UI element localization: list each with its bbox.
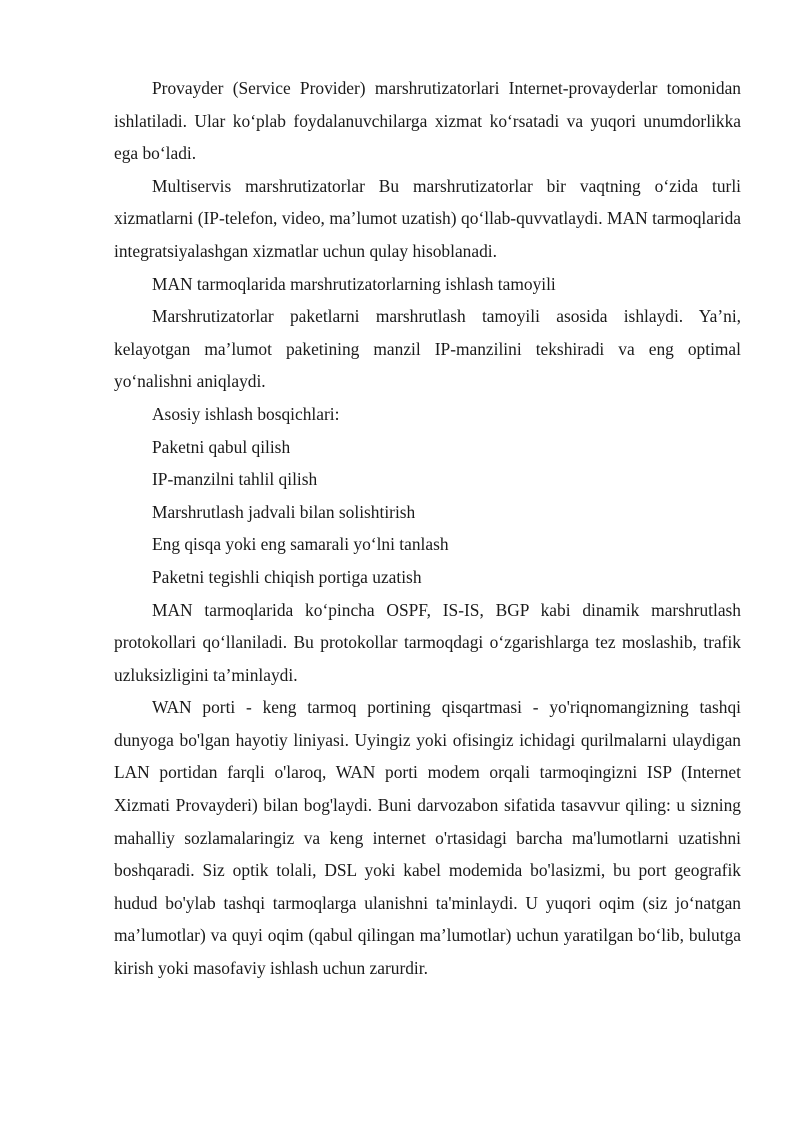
step-item: Paketni qabul qilish: [152, 436, 291, 457]
paragraph-dynamic-protocols: MAN tarmoqlarida ko‘pincha OSPF, IS-IS, BGP kabi dinamik marshrutlash protokollari qo‘llaniladi. Bu protokollar tarmoqdagi o‘zgarishlarga tez moslashib, trafik uzluksizligini ta’minlaydi.: [114, 599, 741, 685]
paragraph-multiservice-routers: Multiservis marshrutizatorlar Bu marshrutizatorlar bir vaqtning o‘zida turli xizmatlarni (IP-telefon, video, ma’lumot uzatish) qo‘llab-quvvatlaydi. MAN tarmoqlarida integratsiyalashgan xizmatlar uchun qulay hisoblanadi.: [114, 175, 741, 261]
section-heading-routing-principle: MAN tarmoqlarida marshrutizatorlarning ishlash tamoyili: [152, 273, 556, 294]
step-item: Paketni tegishli chiqish portiga uzatish: [152, 566, 422, 587]
paragraph-provider-routers: Provayder (Service Provider) marshrutizatorlari Internet-provayderlar tomonidan ishlatiladi. Ular ko‘plab foydalanuvchilarga xizmat ko‘rsatadi va yuqori unumdorlikka ega bo‘ladi.: [114, 78, 741, 164]
step-item: IP-manzilni tahlil qilish: [152, 469, 318, 490]
document-page: [114, 72, 741, 985]
step-item: Eng qisqa yoki eng samarali yo‘lni tanlash: [152, 534, 449, 555]
steps-intro: Asosiy ishlash bosqichlari:: [152, 403, 340, 424]
step-item: Marshrutlash jadvali bilan solishtirish: [152, 501, 416, 522]
paragraph-wan-port: WAN porti - keng tarmoq portining qisqartmasi - yo'riqnomangizning tashqi dunyoga bo'lgan hayotiy liniyasi. Uyingiz yoki ofisingiz ichidagi qurilmalarni ulaydigan LAN portidan farqli o'laroq, WAN porti modem orqali tarmoqingizni ISP (Internet Xizmati Provayderi) bilan bog'laydi. Buni darvozabon sifatida tasavvur qiling: u sizning mahalliy sozlamalaringiz va keng internet o'rtasidagi barcha ma'lumotlarni uzatishni boshqaradi. Siz optik tolali, DSL yoki kabel modemida bo'lasizmi, bu port geografik hudud bo'ylab tashqi tarmoqlarga ulanishni ta'minlaydi. U yuqori oqim (siz jo‘natgan ma’lumotlar) va quyi oqim (qabul qilingan ma’lumotlar) uchun yaratilgan bo‘lib, bulutga kirish yoki masofaviy ishlash uchun zarurdir.: [114, 697, 741, 979]
paragraph-routing-principle: Marshrutizatorlar paketlarni marshrutlash tamoyili asosida ishlaydi. Ya’ni, kelayotgan ma’lumot paketining manzil IP-manzilini tekshiradi va eng optimal yo‘nalishni aniqlaydi.: [114, 306, 741, 392]
